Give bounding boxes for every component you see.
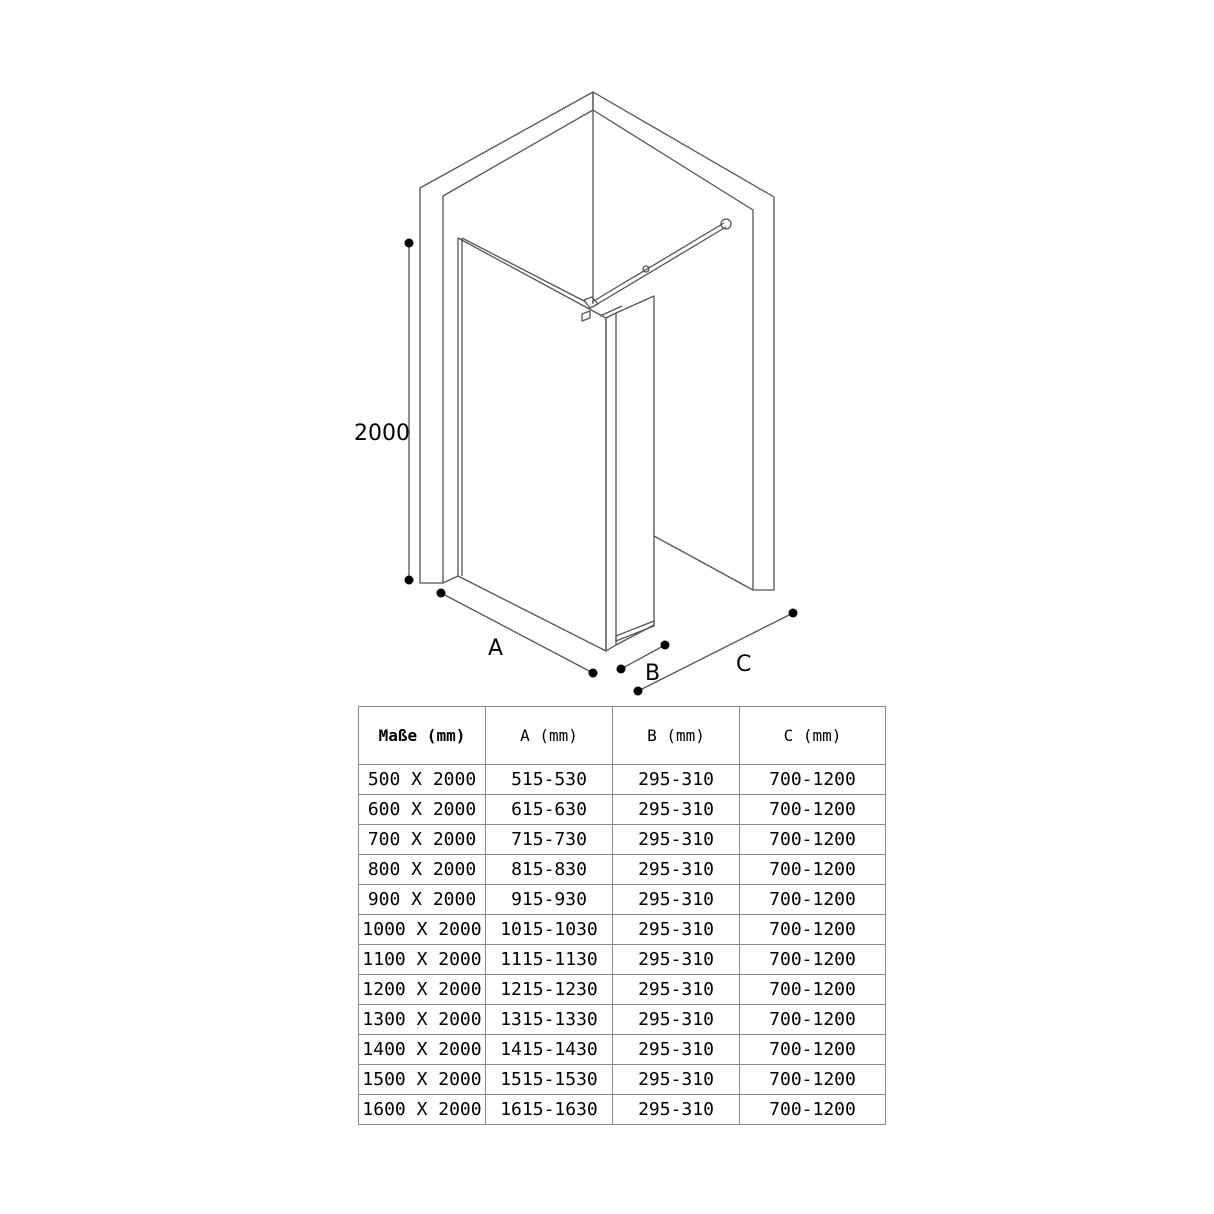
panel-corner-clamp (584, 297, 598, 308)
c-dimension-start-dot (634, 687, 643, 696)
c-dimension-line (638, 613, 793, 691)
table-row (359, 915, 886, 945)
cell-a: 515-530 (486, 765, 613, 795)
a-dimension-end-dot (589, 669, 598, 678)
table-row (359, 1005, 886, 1035)
cell-a: 1615-1630 (486, 1095, 613, 1125)
dimension-c-label: C (736, 652, 752, 677)
cell-size: 1500 X 2000 (359, 1065, 486, 1095)
cell-size: 800 X 2000 (359, 855, 486, 885)
cell-size: 700 X 2000 (359, 825, 486, 855)
cell-size: 1600 X 2000 (359, 1095, 486, 1125)
table-row (359, 795, 886, 825)
cell-size: 1300 X 2000 (359, 1005, 486, 1035)
dimensions-table (358, 706, 886, 1125)
table-row (359, 765, 886, 795)
header-c: C (mm) (740, 707, 886, 765)
table-row (359, 885, 886, 915)
cell-c: 700-1200 (740, 1035, 886, 1065)
cell-c: 700-1200 (740, 1095, 886, 1125)
cell-c: 700-1200 (740, 855, 886, 885)
cell-size: 1200 X 2000 (359, 975, 486, 1005)
cell-size: 900 X 2000 (359, 885, 486, 915)
cell-a: 1215-1230 (486, 975, 613, 1005)
dimension-b-label: B (645, 661, 661, 686)
table-row (359, 1095, 886, 1125)
cell-b: 295-310 (613, 1005, 740, 1035)
cell-b: 295-310 (613, 1035, 740, 1065)
cell-a: 1415-1430 (486, 1035, 613, 1065)
cell-size: 1100 X 2000 (359, 945, 486, 975)
table-row (359, 975, 886, 1005)
cell-a: 1115-1130 (486, 945, 613, 975)
cell-c: 700-1200 (740, 1005, 886, 1035)
cell-b: 295-310 (613, 1065, 740, 1095)
cell-b: 295-310 (613, 765, 740, 795)
cell-c: 700-1200 (740, 795, 886, 825)
table-row (359, 945, 886, 975)
cell-c: 700-1200 (740, 885, 886, 915)
right-wall (593, 92, 774, 590)
panel-top-edge (462, 238, 586, 302)
b-dimension-start-dot (617, 665, 626, 674)
cell-size: 1000 X 2000 (359, 915, 486, 945)
cell-size: 1400 X 2000 (359, 1035, 486, 1065)
header-a: A (mm) (486, 707, 613, 765)
cell-b: 295-310 (613, 825, 740, 855)
cell-b: 295-310 (613, 945, 740, 975)
stabilizer-bar-bottom (594, 227, 726, 306)
cell-size: 500 X 2000 (359, 765, 486, 795)
cell-b: 295-310 (613, 975, 740, 1005)
b-dimension-end-dot (661, 641, 670, 650)
header-b: B (mm) (613, 707, 740, 765)
cell-c: 700-1200 (740, 915, 886, 945)
height-dimension-start-dot (405, 239, 414, 248)
table-row (359, 855, 886, 885)
cell-b: 295-310 (613, 855, 740, 885)
a-dimension-start-dot (437, 589, 446, 598)
cell-b: 295-310 (613, 915, 740, 945)
cell-c: 700-1200 (740, 975, 886, 1005)
cell-b: 295-310 (613, 1095, 740, 1125)
header-size: Maße (mm) (359, 707, 486, 765)
cell-size: 600 X 2000 (359, 795, 486, 825)
left-wall (420, 92, 593, 583)
cell-a: 1315-1330 (486, 1005, 613, 1035)
right-wall-bottom-edge (654, 536, 753, 590)
cell-c: 700-1200 (740, 945, 886, 975)
cell-c: 700-1200 (740, 1065, 886, 1095)
return-panel-hinge (600, 306, 622, 316)
return-glass-panel (606, 296, 654, 651)
cell-c: 700-1200 (740, 825, 886, 855)
cell-b: 295-310 (613, 885, 740, 915)
table-body (359, 765, 886, 1125)
table-row (359, 1065, 886, 1095)
height-dimension-end-dot (405, 576, 414, 585)
dimension-a-label: A (488, 636, 504, 661)
cell-b: 295-310 (613, 795, 740, 825)
table-row (359, 825, 886, 855)
return-panel-foot (616, 621, 654, 641)
table-header-row (359, 707, 886, 765)
cell-a: 815-830 (486, 855, 613, 885)
cell-c: 700-1200 (740, 765, 886, 795)
panel-lower-clamp (582, 311, 590, 321)
table-row (359, 1035, 886, 1065)
c-dimension-end-dot (789, 609, 798, 618)
cell-a: 1515-1530 (486, 1065, 613, 1095)
stabilizer-bar-top (592, 223, 724, 302)
cell-a: 715-730 (486, 825, 613, 855)
left-wall-bottom-edge (443, 576, 458, 583)
height-label: 2000 (354, 421, 410, 446)
cell-a: 1015-1030 (486, 915, 613, 945)
cell-a: 915-930 (486, 885, 613, 915)
cell-a: 615-630 (486, 795, 613, 825)
